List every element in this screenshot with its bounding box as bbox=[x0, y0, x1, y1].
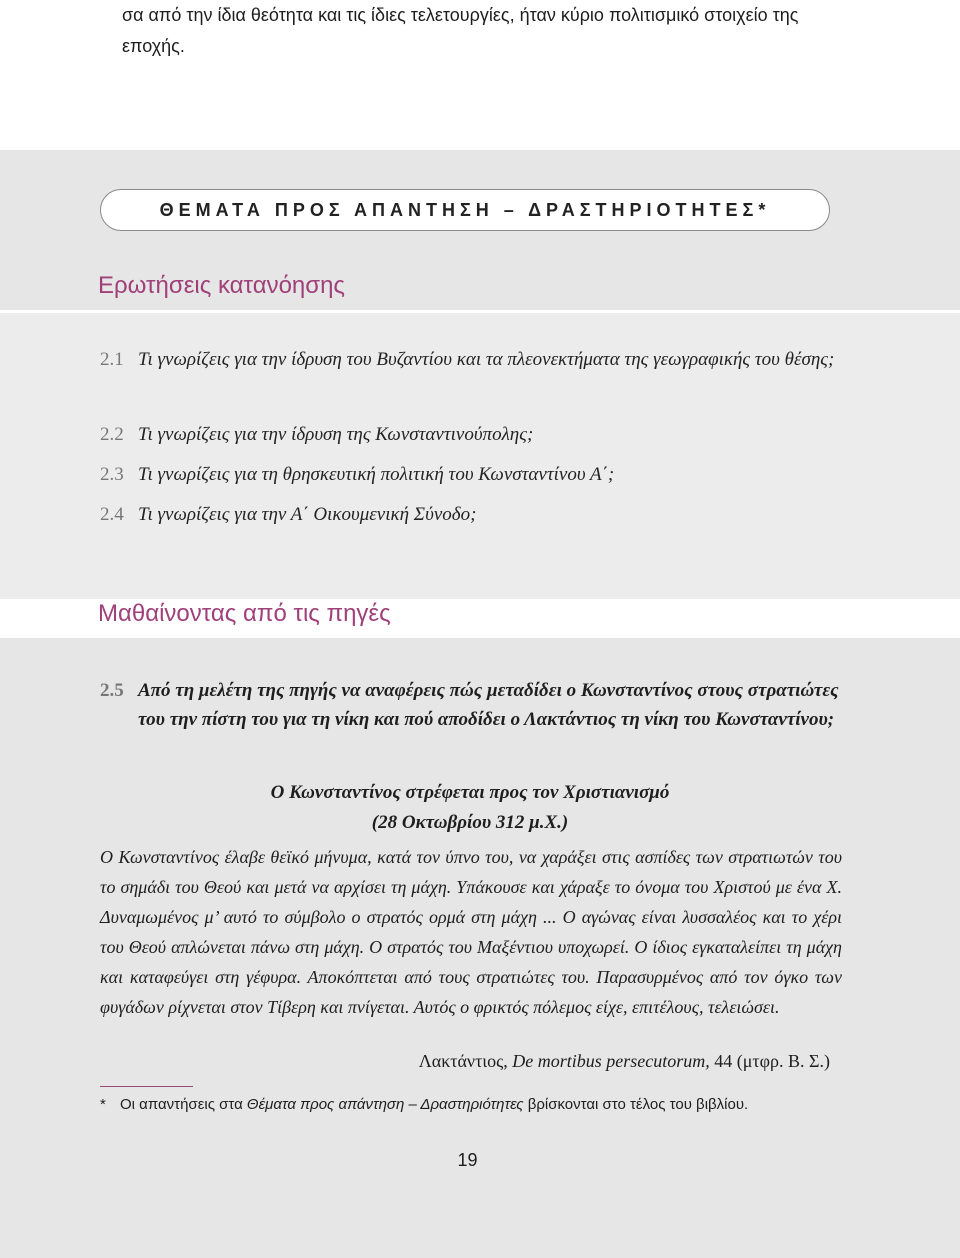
question-text: Τι γνωρίζεις για την Α΄ Οικουμενική Σύνοδο; bbox=[138, 504, 477, 525]
question-item bbox=[100, 420, 840, 450]
citation-detail: 44 (μτφρ. Β. Σ.) bbox=[714, 1051, 830, 1071]
question-item bbox=[100, 345, 840, 375]
intro-paragraph: σα από την ίδια θεότητα και τις ίδιες τελετουργίες, ήταν κύριο πολιτισμικό στοιχείο της εποχής. bbox=[122, 5, 799, 56]
question-item bbox=[100, 460, 840, 490]
banner-title: ΘΕΜΑΤΑ ΠΡΟΣ ΑΠΑΝΤΗΣΗ – ΔΡΑΣΤΗΡΙΟΤΗΤΕΣ* bbox=[100, 189, 830, 231]
footnote-divider bbox=[100, 1086, 193, 1087]
footnote-prefix: Οι απαντήσεις στα bbox=[120, 1096, 243, 1113]
question-number: 2.1 bbox=[100, 349, 124, 370]
question-text: Τι γνωρίζεις για την ίδρυση του Βυζαντίου και τα πλεονεκτήματα της γεωγραφικής του θέσης; bbox=[138, 349, 835, 370]
question-item bbox=[100, 500, 840, 530]
question-number: 2.3 bbox=[100, 464, 124, 485]
question-text: Από τη μελέτη της πηγής να αναφέρεις πώς μεταδίδει ο Κωνσταντίνος στους στρατιώτες του την πίστη του για τη νίκη και πού αποδίδει ο Λακτάντιος τη νίκη του Κωνσταντίνου; bbox=[138, 680, 839, 730]
question-number: 2.5 bbox=[100, 680, 124, 701]
question-text: Τι γνωρίζεις για τη θρησκευτική πολιτική του Κωνσταντίνου Α΄; bbox=[138, 464, 615, 485]
source-question bbox=[100, 676, 842, 734]
footnote-suffix: βρίσκονται στο τέλος του βιβλίου. bbox=[527, 1096, 749, 1113]
citation-work: De mortibus persecutorum, bbox=[512, 1051, 710, 1071]
source-title: Ο Κωνσταντίνος στρέφεται προς τον Χριστιανισμό bbox=[270, 782, 670, 803]
footnote-marker: * bbox=[100, 1096, 106, 1113]
question-number: 2.4 bbox=[100, 504, 124, 525]
source-citation bbox=[419, 1051, 830, 1072]
source-text: Ο Κωνσταντίνος έλαβε θεϊκό μήνυμα, κατά τον ύπνο του, να χαράξει στις ασπίδες των στρατιωτών του το σημάδι του Θεού και μετά να αρχίσει τη μάχη. Υπάκουσε και χάραξε το όνομα του Χριστού με ένα Χ. Δυναμωμένος μ’ αυτό το σύμβολο ο στρατός ορμά στη μάχη ... Ο αγώνας είναι λυσσαλέος και το χέρι του Θεού απλώνεται πάνω στη μάχη. Ο στρατός του Μαξέντιου υποχωρεί. Ο ίδιος εγκαταλείπει τη μάχη και καταφεύγει στη γέφυρα. Αποκόπτεται από τους στρατιώτες του. Παρασυρμένος από τον όγκο των φυγάδων ρίχνεται στον Τίβερη και πνίγεται. Αυτός ο φρικτός πόλεμος είχε, επιτέλους, τελειώσει. bbox=[100, 847, 842, 1017]
sources-section-title: Μαθαίνοντας από τις πηγές bbox=[98, 600, 391, 627]
comprehension-section-title: Ερωτήσεις κατανόησης bbox=[98, 272, 345, 299]
citation-author: Λακτάντιος, bbox=[418, 1051, 508, 1071]
footnote bbox=[100, 1096, 900, 1113]
footnote-emphasis: Θέματα προς απάντηση – Δραστηριότητες bbox=[246, 1096, 524, 1113]
question-number: 2.2 bbox=[100, 424, 124, 445]
page-number: 19 bbox=[457, 1150, 478, 1170]
source-date: (28 Οκτωβρίου 312 μ.Χ.) bbox=[371, 812, 569, 833]
question-text: Τι γνωρίζεις για την ίδρυση της Κωνσταντινούπολης; bbox=[138, 424, 534, 445]
